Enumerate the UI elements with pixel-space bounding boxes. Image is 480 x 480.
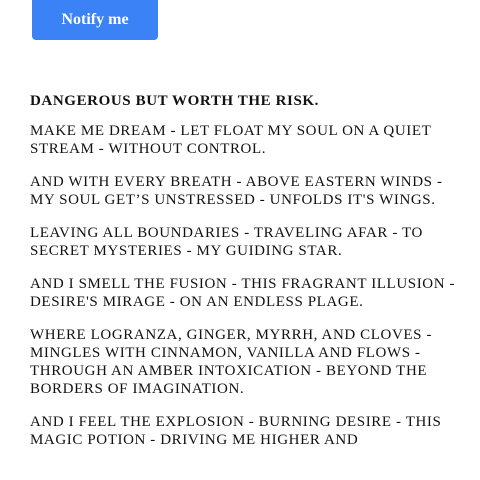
product-description [30, 92, 460, 464]
description-paragraph: MAKE ME DREAM - LET FLOAT MY SOUL ON A QUIET STREAM - WITHOUT CONTROL. [30, 123, 432, 157]
description-paragraph: AND I FEEL THE EXPLOSION - BURNING DESIRE - THIS MAGIC POTION - DRIVING ME HIGHER AND [30, 414, 442, 448]
description-paragraph: WHERE LOGRANZA, GINGER, MYRRH, AND CLOVES - MINGLES WITH CINNAMON, VANILLA AND FLOWS - THROUGH AN AMBER INTOXICATION - BEYOND THE BORDERS OF IMAGINATION. [30, 327, 433, 397]
description-heading: DANGEROUS BUT WORTH THE RISK. [30, 93, 320, 109]
description-paragraph: AND WITH EVERY BREATH - ABOVE EASTERN WINDS - MY SOUL GET’S UNSTRESSED - UNFOLDS IT'S WINGS. [30, 174, 443, 208]
description-paragraph: LEAVING ALL BOUNDARIES - TRAVELING AFAR - TO SECRET MYSTERIES - MY GUIDING STAR. [30, 225, 423, 259]
description-paragraph: AND I SMELL THE FUSION - THIS FRAGRANT ILLUSION - DESIRE'S MIRAGE - ON AN ENDLESS PLAGE. [30, 276, 456, 310]
notify-me-button[interactable]: Notify me [32, 0, 158, 40]
